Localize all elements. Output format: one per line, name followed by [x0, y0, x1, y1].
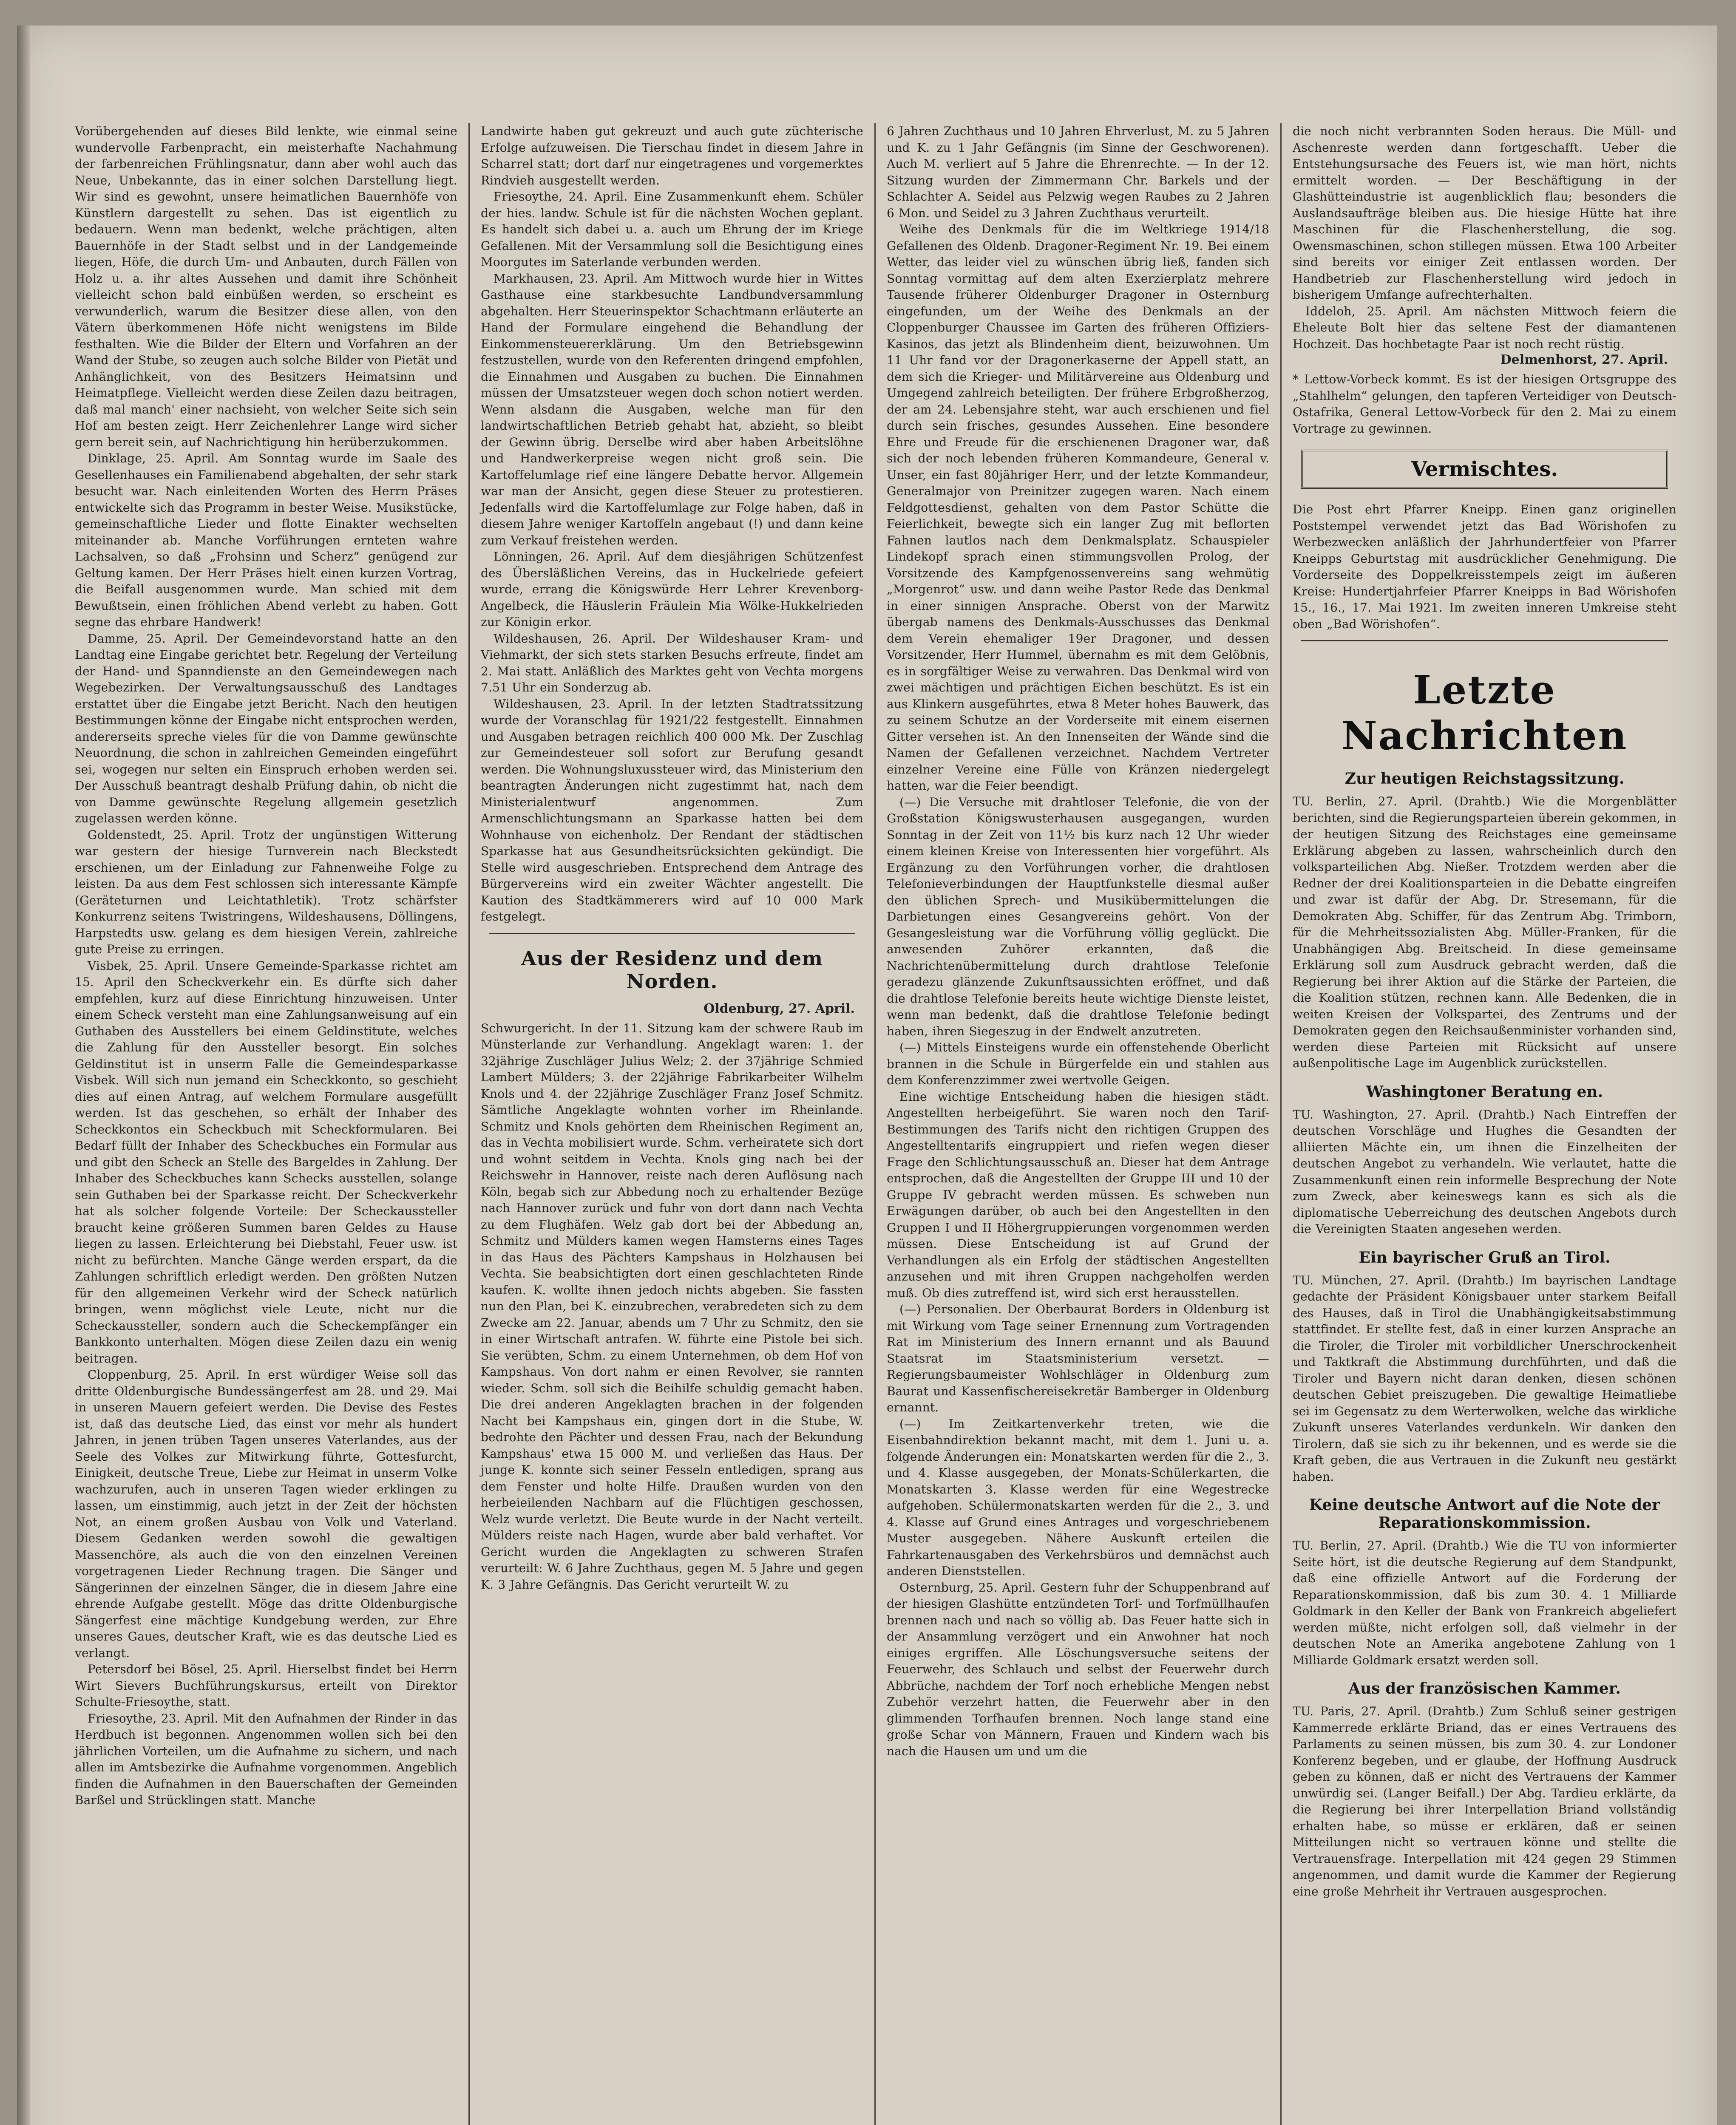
article-paragraph: die noch nicht verbrannten Soden heraus. Die Müll- und Aschenreste werden dann fortgeschafft. Ueber die Entstehungsursache des Feuers ist, wie man hört, nichts ermittelt worden. — Der Beschäftigung in der Glashütteindustrie ist augenblicklich flau; besonders die Auslandsaufträge bleiben aus. Die hiesige Hütte hat ihre Maschinen für die Flaschenherstellung, die sog. Owensmaschinen, schon stillegen müssen. Etwa 100 Arbeiter sind bereits vor einiger Zeit entlassen worden. Der Handbetrieb zur Flaschenherstellung wird jedoch in bisherigem Umfange aufrechterhalten. [1293, 124, 1676, 302]
column-2 [470, 123, 876, 2125]
dateline: Oldenburg, 27. April. [703, 1001, 855, 1016]
article-paragraph: Lönningen, 26. April. Auf dem diesjährigen Schützenfest des Übersläßlichen Vereins, das in Huckelriede gefeiert wurde, errang die Königswürde Herr Lehrer Krevenborg-Angelbeck, die Häuslerin Fräulein Mia Wölke-Hukkelrieden zur Königin erkor. [481, 550, 863, 629]
article-paragraph: * Lettow-Vorbeck kommt. Es ist der hiesigen Ortsgruppe des „Stahlhelm“ gelungen, den tapferen Verteidiger von Deutsch-Ostafrika, General Lettow-Vorbeck für den 2. Mai zu einem Vortrage zu gewinnen. [1293, 372, 1676, 436]
article-paragraph: TU. Paris, 27. April. (Drahtb.) Zum Schluß seiner gestrigen Kammerrede erklärte Briand, das er eines Vertrauens des Parlaments zu seinen müssen, bis zum 30. 4. zur Londoner Konferenz begeben, und er glaube, der Hoffnung Ausdruck geben zu können, daß er nicht des Vertrauens der Kammer unwürdig sei. (Langer Beifall.) Der Abg. Tardieu erklärte, da die Regierung bei ihrer Interpellation Briand vollständig erhalten habe, so müsse er erklären, daß er seinen Mitteilungen nicht so vertrauen könne und stellte die Vertrauensfrage. Interpellation mit 424 gegen 29 Stimmen angenommen, und damit wurde die Kammer der Regierung eine große Mehrheit ihr Vertrauen ausgesprochen. [1293, 1704, 1676, 1898]
article-paragraph: TU. Washington, 27. April. (Drahtb.) Nach Eintreffen der deutschen Vorschläge und Hughes die Gesandten der alliierten Mächte ein, um ihnen die Einzelheiten der deutschen Angebot zu verhandeln. Wie verlautet, hatte die Zusammenkunft einen rein informelle Besprechung der Note zum Zweck, aber keineswegs kann es sich als die diplomatische Ueberreichung des deutschen Angebots durch die Vereinigten Staaten angesehen werden. [1293, 1107, 1676, 1236]
section-heading-block [481, 947, 863, 993]
column-3 [876, 123, 1282, 2125]
article-paragraph: (—) Im Zeitkartenverkehr treten, wie die Eisenbahndirektion bekannt macht, mit dem 1. Juni u. a. folgende Änderungen ein: Monatskarten werden für die 2., 3. und 4. Klasse ausgegeben, der Monats-Schülerkarten, die Monatskarten 3. Klasse werden für eine Wegestrecke aufgehoben. Schülermonatskarten werden für die 2., 3. und 4. Klasse auf Grund eines Antrages und vorgeschriebenem Muster ausgegeben. Nähere Auskunft erteilen die Fahrkartenausgaben des Verkehrsbüros und demnächst auch anderen Dienststellen. [887, 1417, 1269, 1578]
article-paragraph: Visbek, 25. April. Unsere Gemeinde-Sparkasse richtet am 15. April den Scheckverkehr ein. Es dürfte sich daher empfehlen, kurz auf diese Einrichtung hinzuweisen. Unter einem Scheck versteht man eine Zahlungsanweisung auf ein Guthaben des Ausstellers bei einem Geldinstitute, welches die Zahlung für den Aussteller besorgt. Ein solches Geldinstitut ist in unserm Falle die Gemeindesparkasse Visbek. Will sich nun jemand ein Scheckkonto, so geschieht dies auf einen Antrag, auf welchem Formulare ausgefüllt werden. Ist das geschehen, so erhält der Inhaber des Scheckkontos ein Scheckbuch mit Scheckformularen. Bei Bedarf füllt der Inhaber des Scheckbuches ein Formular aus und gibt den Scheck an Stelle des Bargeldes in Zahlung. Der Inhaber des Scheckbuches kann Schecks ausstellen, solange sein Guthaben bei der Sparkasse reicht. Der Scheckverkehr hat als solcher folgende Vorteile: Der Scheckaussteller braucht keine größeren Summen baren Geldes zu Hause liegen zu lassen. Erleichterung bei Diebstahl, Feuer usw. ist nicht zu befürchten. Manche Gänge werden erspart, da die Zahlungen schriftlich erledigt werden. Den größten Nutzen für den allgemeinen Verkehr wird der Scheck natürlich bringen, wenn möglichst viele Leute, nicht nur die Scheckaussteller, sondern auch die Scheckempfänger ein Bankkonto unterhalten. Mögen diese Zeilen dazu ein wenig beitragen. [75, 958, 457, 1366]
article-paragraph: (—) Die Versuche mit drahtloser Telefonie, die von der Großstation Königswusterhausen ausgegangen, wurden Sonntag in der Zeit von 11½ bis kurz nach 12 Uhr wieder einem kleinen Kreise von Interessenten hier vorgeführt. Als Ergänzung zu den Vorführungen vorher, die drahtlosen Telefonieverbindungen der Hauptfunkstelle diesmal außer den üblichen Sprech- und Musikübermittelungen die Darbietungen eines Gesangvereins gehört. Von der Gesangesleistung war die Vorführung völlig geglückt. Die anwesenden Zuhörer erkannten, daß die Nachrichtenübermittelung durch drahtlose Telefonie geradezu glänzende Zukunftsaussichten eröffnet, und daß die drahtlose Telefonie bereits heute wichtige Dienste leistet, wenn man bedenkt, daß die drahtlose Telefonie bedingt haben, ihren Siegeszug in der Endwelt anzutreten. [887, 795, 1269, 1038]
section-title: Aus der Residenz und dem Norden. [521, 946, 823, 993]
article-paragraph: Osternburg, 25. April. Gestern fuhr der Schuppenbrand auf der hiesigen Glashütte entzündeten Torf- und Torfmüllhaufen brennen nach und nach so völlig ab. Das Feuer hatte sich in der Ansammlung verzögert und ein Anwohner hat noch einiges ergriffen. Alle Löschungsversuche seitens der Feuerwehr, des Schlauch und selbst der Feuerwehr durch Abbrüche, nachdem der Torf noch erhebliche Mengen nebst Zubehör verzehrt hatten, die Feuerwehr aber in den glimmenden Torfhaufen brennen. Noch lange stand eine große Schar von Männern, Frauen und Kindern wach bis nach die Hausen um und um die [887, 1580, 1269, 1758]
article-paragraph: Petersdorf bei Bösel, 25. April. Hierselbst findet bei Herrn Wirt Sievers Buchführungskursus, erteilt von Direktor Schulte-Friesoythe, statt. [75, 1662, 457, 1709]
article-paragraph: Schwurgericht. In der 11. Sitzung kam der schwere Raub im Münsterlande zur Verhandlung. Angeklagt waren: 1. der 32jährige Zuschläger Julius Welz; 2. der 37jährige Schmied Lambert Mülders; 3. der 22jährige Fabrikarbeiter Wilhelm Knols und 4. der 22jährige Zuschläger Franz Josef Schmitz. Sämtliche Angeklagte wohnten vorher im Rheinlande. Schmitz und Knols gehörten dem Rheinischen Regiment an, das in Vechta mobilisiert wurde. Schm. verheiratete sich dort und wohnt seitdem in Vechta. Knols ging nach bei der Reichswehr in Hannover, reiste nach deren Auflösung nach Köln, begab sich zur Abbedung noch zu erhaltender Bezüge nach Hannover zurück und fuhr von dort dann nach Vechta zu dem Flughäfen. Welz gab dort bei der Abbedung an, Schmitz und Mülders kamen wegen Hamsterns eines Tages in das Haus des Pächters Kampshaus in Holzhausen bei Vechta. Sie beabsichtigten dort einen geschlachteten Rinde kaufen. K. wollte ihnen jedoch nichts abgeben. Sie fassten nun den Plan, bei K. einzubrechen, verabredeten sich zu dem Zwecke am 22. Januar, abends um 7 Uhr zu Schmitz, den sie in einer Wirtschaft antrafen. W. führte eine Pistole bei sich. Sie verübten, Schm. zu einem Unternehmen, ob dem Hof von Kampshaus. Von dort nahm er einen Revolver, sie rannten wieder. Schm. soll sich die Beihilfe schuldig gemacht haben. Die drei anderen Angeklagten brachen in der folgenden Nacht bei Kampshaus ein, gingen dort in die Stube, W. bedrohte den Pächter und dessen Frau, nach der Bekundung Kampshaus' etwa 15 000 M. und verließen das Haus. Der junge K. konnte sich seiner Fesseln entledigen, sprang aus dem Fenster und holte Hilfe. Draußen wurden von den herbeieilenden Nachbarn auf die Flüchtigen geschossen, Welz wurde verletzt. Die Beute wurde in der Nacht verteilt. Mülders reiste nach Hagen, wurde aber bald verhaftet. Vor Gericht wurden die Angeklagten zu schweren Strafen verurteilt: W. 6 Jahre Zuchthaus, gegen M. 5 Jahre und gegen K. 3 Jahre Gefängnis. Das Gericht verurteilt W. zu [481, 1021, 863, 1592]
article-paragraph: Vorübergehenden auf dieses Bild lenkte, wie einmal seine wundervolle Farbenpracht, ein meisterhafte Nachahmung der farbenreichen Frühlingsnatur, dann aber wohl auch das Neue, Unbekannte, das in einer solchen Darstellung liegt. Wir sind es gewohnt, unsere heimatlichen Bauernhöfe von Künstlern dargestellt zu sehen. Das ist eigentlich zu bedauern. Wenn man bedenkt, welche prächtigen, alten Bauernhöfe in der Stadt selbst und in der Landgemeinde liegen, Höfe, die durch Um- und Anbauten, durch Fällen von Holz u. a. ihr altes Aussehen und damit ihre Schönheit vielleicht schon bald einbüßen werden, so erscheint es verwunderlich, warum die Besitzer diese allen, von den Vätern überkommenen Höfe nicht wenigstens im Bilde festhalten. Wie die Bilder der Eltern und Vorfahren an der Wand der Stube, so zeugen auch solche Bilder von Pietät und Anhänglichkeit, von des Besitzers Heimatsinn und Heimatpflege. Vielleicht werden diese Zeilen dazu beitragen, daß mal manch' einer nachsieht, von welcher Seite sich sein Hof am besten zeigt. Herr Zeichenlehrer Lange wird sicher gern bereit sein, auf Nachrichtigung hin herüberzukommen. [75, 124, 457, 449]
column-4 [1282, 123, 1688, 2125]
article-paragraph: TU. Berlin, 27. April. (Drahtb.) Wie die Morgenblätter berichten, sind die Regierungsparteien überein gekommen, in der heutigen Sitzung des Reichstages eine gemeinsame Erklärung abgeben zu lassen, wahrscheinlich durch den volksparteilichen Abg. Nießer. Trotzdem werden aber die Redner der drei Koalitionsparteien in die Debatte eingreifen und zwar ist dafür der Abg. Dr. Stresemann, für die Demokraten Abg. Schiffer, für das Zentrum Abg. Trimborn, für die Mehrheitssozialisten Abg. Müller-Franken, für die Unabhängigen Abg. Breitscheid. In diese gemeinsame Erklärung soll zum Ausdruck gebracht werden, daß die Regierung bei ihrer Aktion auf die Stärke der Parteien, die die Koalition stützen, rechnen kann. Alle Bedenken, die in weiten Kreisen der Volkspartei, des Zentrums und der Demokraten gegen den Reichsaußenminister vorhanden sind, werden diese Parteien mit Rücksicht auf unsere außenpolitische Lage im Augenblick zurückstellen. [1293, 794, 1676, 1070]
article-paragraph: Wildeshausen, 23. April. In der letzten Stadtratssitzung wurde der Voranschlag für 1921/22 festgestellt. Einnahmen und Ausgaben betragen reichlich 400 000 Mk. Der Zuschlag zur Gemeindesteuer soll sofort zur Berufung gesandt werden. Die Wohnungsluxussteuer wird, das Ministerium den beantragten Änderungen nicht zugestimmt hat, nach dem Ministerialentwurf angenommen. Zum Armenschlichtungsmann an Sparkasse hatten bei dem Wohnhause von eichenholz. Der Rendant der städtischen Sparkasse hat aus Gesundheitsrücksichten gekündigt. Die Stelle wird ausgeschrieben. Entsprechend dem Antrage des Bürgervereins wird ein zweiter Wächter angestellt. Die Kaution des Stadtkämmerers wird auf 10 000 Mark festgelegt. [481, 697, 863, 924]
article-paragraph: Cloppenburg, 25. April. In erst würdiger Weise soll das dritte Oldenburgische Bundessängerfest am 28. und 29. Mai in unseren Mauern gefeiert werden. Die Devise des Festes ist, daß das deutsche Lied, das einst vor mehr als hundert Jahren, in jenen trüben Tagen unseres Vaterlandes, aus der Seele des Volkes zur Mitwirkung führte, Gottesfurcht, Einigkeit, deutsche Treue, Liebe zur Heimat in unserm Volke wachzurufen, auch in unseren Tagen wieder erklingen zu lassen, um einstimmig, auch jetzt in der Zeit der höchsten Not, an einem großen Ausbau von Volk und Vaterland. Diesem Gedanken werden sowohl die gewaltigen Massenchöre, als auch die von den einzelnen Vereinen vorgetragenen Lieder Rechnung tragen. Die Sänger und Sängerinnen der einzelnen Sänger, die in diesem Jahre eine ehrende Aufgabe gestellt. Möge das dritte Oldenburgische Sängerfest eine mächtige Kundgebung werden, zur Ehre unseres Gaues, deutscher Kraft, wie es das deutsche Lied es verlangt. [75, 1368, 457, 1660]
article-paragraph: Friesoythe, 23. April. Mit den Aufnahmen der Rinder in das Herdbuch ist begonnen. Angenommen wollen sich bei den jährlichen Vorteilen, um die Aufnahme zu sichern, und nach allen im Amtsbezirke die Aufnahme vorgenommen. Angeblich finden die Aufnahmen in den Bauerschaften der Gemeinden Barßel und Strücklingen statt. Manche [75, 1711, 457, 1807]
article-paragraph: Die Post ehrt Pfarrer Kneipp. Einen ganz originellen Poststempel verwendet jetzt das Bad Wörishofen zu Werbezwecken anläßlich der Jahrhundertfeier von Pfarrer Kneipps Geburtstag mit ausdrücklicher Genehmigung. Die Vorderseite des Doppelkreisstempels zeigt im äußeren Kreise: Hundertjahrfeier Pfarrer Kneipps in Bad Wörishofen 15., 16., 17. Mai 1921. Im zweiten inneren Umkreise steht oben „Bad Wörishofen“. [1293, 502, 1676, 631]
news-subheading: Zur heutigen Reichstagssitzung. [1345, 770, 1625, 788]
text-columns [64, 123, 1692, 2125]
letzte-nachrichten-heading: Letzte Nachrichten [1341, 667, 1628, 759]
section-divider [1301, 640, 1668, 641]
news-subheading: Washingtoner Beratung en. [1366, 1082, 1603, 1101]
article-paragraph: Goldenstedt, 25. April. Trotz der ungünstigen Witterung war gestern der hiesige Turnverein nach Bleckstedt erschienen, um der Einladung zur Fahnenweihe Folge zu leisten. Da aus dem Fest schlossen sich interessante Kämpfe (Geräteturnen und Leichtathletik). Trotz schärfster Konkurrenz seitens Twistringens, Wildeshausens, Döllingens, Harpstedts usw. gelang es dem hiesigen Verein, zahlreiche gute Preise zu erringen. [75, 827, 457, 956]
vermischtes-heading: Vermischtes. [1301, 450, 1668, 489]
article-paragraph: Eine wichtige Entscheidung haben die hiesigen städt. Angestellten herbeigeführt. Sie waren noch den Tarif-Bestimmungen des Tarifs nicht den richtigen Gruppen des Angestelltentarifs eingruppiert und riefen wegen dieser Frage den Schlichtungsausschuß an. Dieser hat dem Antrage entsprochen, daß die Angestellten der Gruppe III und 10 der Gruppe IV gebracht werden müssen. Es schweben nun Erwägungen darüber, ob auch bei den Angestellten in den Gruppen I und II Höhergruppierungen vorgenommen werden müssen. Diese Entscheidung ist auf Grund der Verhandlungen als ein Erfolg der städtischen Angestellten anzusehen und mit ihren Gruppen nachgeholfen werden muß. Ob dies zutreffend ist, wird sich erst herausstellen. [887, 1089, 1269, 1300]
article-paragraph: Friesoythe, 24. April. Eine Zusammenkunft ehem. Schüler der hies. landw. Schule ist für die nächsten Wochen geplant. Es handelt sich dabei u. a. auch um Ehrung der im Kriege Gefallenen. Mit der Versammlung soll die Besichtigung eines Moorgutes im Saterlande verbunden werden. [481, 190, 863, 269]
article-paragraph: 6 Jahren Zuchthaus und 10 Jahren Ehrverlust, M. zu 5 Jahren und K. zu 1 Jahr Gefängnis (im Sinne der Geschworenen). Auch M. verliert auf 5 Jahre die Ehrenrechte. — In der 12. Sitzung wurden der Zimmermann Chr. Barkels und der Schlachter A. Seidel aus Pelzwig wegen Raubes zu 2 Jahren 6 Mon. und Seidel zu 3 Jahren Zuchthaus verurteilt. [887, 124, 1269, 220]
news-subheading: Ein bayrischer Gruß an Tirol. [1359, 1248, 1611, 1266]
article-paragraph: Iddeloh, 25. April. Am nächsten Mittwoch feiern die Eheleute Bolt hier das seltene Fest der diamantenen Hochzeit. Das hochbetagte Paar ist noch recht rüstig. [1293, 304, 1676, 351]
article-paragraph: Landwirte haben gut gekreuzt und auch gute züchterische Erfolge aufzuweisen. Die Tierschau findet in diesem Jahre in Scharrel statt; dort darf nur eingetragenes und vorgemerktes Rindvieh ausgestellt werden. [481, 124, 863, 187]
newspaper-page [17, 26, 1717, 2125]
article-paragraph: (—) Personalien. Der Oberbaurat Borders in Oldenburg ist mit Wirkung vom Tage seiner Ernennung zum Vortragenden Rat im Ministerium des Innern ernannt und als Bauund Staatsrat im Staatsministerium versetzt. — Regierungsbaumeister Wohlschläger in Oldenburg zum Baurat und Kassenfischereisekretär Bamberger in Oldenburg ernannt. [887, 1302, 1269, 1414]
article-paragraph: Markhausen, 23. April. Am Mittwoch wurde hier in Wittes Gasthause eine starkbesuchte Landbundversammlung abgehalten. Herr Steuerinspektor Schachtmann erläuterte an Hand der Formulare eingehend die Behandlung der Einkommensteuererklärung. Um den Betriebsgewinn festzustellen, wurde von den Referenten dringend empfohlen, die Einnahmen und Ausgaben zu buchen. Die Einnahmen müssen der Umsatzsteuer wegen doch schon notiert werden. Wenn alsdann die Ausgaben, welche man für den landwirtschaftlichen Betrieb gehabt hat, abzieht, so bleibt der Gewinn übrig. Derselbe wird aber haben Arbeitslöhne und Handwerkerpreise wegen nicht groß sein. Die Kartoffelumlage rief eine längere Debatte hervor. Allgemein war man der Ansicht, gegen diese Steuer zu protestieren. Jedenfalls wird die Kartoffelumlage zur Folge haben, daß in diesem Jahre weniger Kartoffeln angebaut (!) und dann keine zum Verkauf freistehen werden. [481, 271, 863, 547]
dateline: Delmenhorst, 27. April. [1500, 352, 1668, 367]
article-paragraph: Damme, 25. April. Der Gemeindevorstand hatte an den Landtag eine Eingabe gerichtet betr. Regelung der Verteilung der Hand- und Spanndienste an den Gemeindewegen nach Wegebezirken. Der Verwaltungsausschuß des Landtages erstattet über die Eingabe jetzt Bericht. Nach den heutigen Bestimmungen könne der Eingabe nicht entsprochen werden, andererseits spreche vieles für die von Damme gewünschte Neuordnung, die schon in zahlreichen Gemeinden eingeführt sei, wogegen nur selten ein Einspruch erhoben werden sei. Der Ausschuß beantragt deshalb Prüfung dahin, ob nicht die von Damme gewünschte Regelung allgemein gesetzlich zugelassen werden könne. [75, 631, 457, 825]
article-paragraph: Dinklage, 25. April. Am Sonntag wurde im Saale des Gesellenhauses ein Familienabend abgehalten, der sehr stark besucht war. Nach einleitenden Worten des Herrn Präses entwickelte sich das Programm in bester Weise. Musikstücke, gemeinschaftliche Lieder und flotte Einakter wechselten miteinander ab. Manche Vorführungen ernteten wahre Lachsalven, so daß „Frohsinn und Scherz“ genügend zur Geltung kamen. Der Herr Präses hielt einen kurzen Vortrag, die Beifall ausgenommen wurde. Man schied mit dem Bewußtsein, einen fröhlichen Abend verlebt zu haben. Gott segne das ehrbare Handwerk! [75, 451, 457, 629]
news-subheading: Keine deutsche Antwort auf die Note der Reparationskommission. [1309, 1496, 1660, 1532]
news-subheading: Aus der französischen Kammer. [1348, 1680, 1621, 1697]
page-binding-edge [17, 26, 30, 2125]
article-paragraph: TU. Berlin, 27. April. (Drahtb.) Wie die TU von informierter Seite hört, ist die deutsche Regierung auf dem Standpunkt, daß eine offizielle Antwort auf die Forderung der Reparationskommission, daß bis zum 30. 4. 1 Milliarde Goldmark in den Keller der Bank von Frankreich abgeliefert werden müßte, nicht erfolgen soll, daß vielmehr in der deutschen Note an Amerika angebotene Zahlung von 1 Milliarde Goldmark ersatzt werden soll. [1293, 1538, 1676, 1667]
column-1 [64, 123, 470, 2125]
article-paragraph: Wildeshausen, 26. April. Der Wildeshauser Kram- und Viehmarkt, der sich stets starken Besuchs erfreute, findet am 2. Mai statt. Anläßlich des Marktes geht von Vechta morgens 7.51 Uhr ein Sonderzug ab. [481, 631, 863, 694]
article-paragraph: TU. München, 27. April. (Drahtb.) Im bayrischen Landtage gedachte der Präsident Königsbauer unter starkem Beifall des Hauses, daß in Tirol die Unabhängigkeitsabstimmung stattfindet. Er stellte fest, daß in einer kurzen Ansprache an die Tiroler, die Tiroler mit vorbildlicher Unerschrockenheit und Taktkraft die Abstimmung durchführten, und daß die Tiroler und Bayern nicht daran denken, diesen schönen deutschen Gebiet preiszugeben. Die gewaltige Heimatliebe sei im Gegensatz zu dem Werterwolken, welche das wirkliche Zukunft unseres Vaterlandes verdunkeln. Wir danken den Tirolern, daß sie sich zu ihr bekennen, und es werde sie die Kraft geben, die aus Vertrauen in die Zukunft neu gestärkt haben. [1293, 1273, 1676, 1484]
article-paragraph: (—) Mittels Einsteigens wurde ein offenstehende Oberlicht brannen in die Schule in Bürgerfelde ein und stahlen aus dem Konferenzzimmer zwei wertvolle Geigen. [887, 1040, 1269, 1087]
section-divider [489, 933, 855, 934]
article-paragraph: Weihe des Denkmals für die im Weltkriege 1914/18 Gefallenen des Oldenb. Dragoner-Regiment Nr. 19. Bei einem Wetter, das leider viel zu wünschen übrig ließ, fanden sich Sonntag vormittag auf dem alten Exerzierplatz mehrere Tausende früherer Oldenburger Dragoner in Osternburg eingefunden, um der Weihe des Denkmals an der Cloppenburger Chaussee im Garten des früheren Offiziers-Kasinos, das jetzt als Blindenheim dient, beizuwohnen. Um 11 Uhr fand vor der Dragonerkaserne der Appell statt, an dem sich die Krieger- und Militärvereine aus Oldenburg und Umgegend zahlreich beteiligten. Der frühere Erbgroßherzog, der am 24. Lebensjahre steht, war auch erschienen und fiel durch sein frisches, gesundes Aussehen. Eine besondere Ehre und Freude für die erschienenen Dragoner war, daß sich der noch lebenden früheren Kommandeure, General v. Unser, ein fast 80jähriger Herr, und der letzte Kommandeur, Generalmajor von Preinitzer zugegen waren. Nach einem Feldgottesdienst, gehalten von dem Pastor Schütte die Feierlichkeit, bewegte sich ein langer Zug mit beflorten Fahnen lautlos nach dem Denkmalsplatz. Schauspieler Lindekopf sprach einen stimmungsvollen Prolog, der Vorsitzende des Kampfgenossenvereins sang wehmütig „Morgenrot“ usw. und dann weihe Pastor Rede das Denkmal in einer sinnigen Ansprache. Oberst von der Marwitz übergab namens des Denkmals-Ausschusses das Denkmal dem Verein ehemaliger 19er Dragoner, und dessen Vorsitzender, Herr Hummel, übernahm es mit dem Gelöbnis, es in sorgfältiger Weise zu verwahren. Das Denkmal wird von zwei mächtigen und prächtigen Eichen beschützt. Es ist ein aus Klinkern ausgeführtes, etwa 8 Meter hohes Bauwerk, das zu seinem Schutze an der Vorderseite mit einem eisernen Gitter versehen ist. An den Innenseiten der Wände sind die Namen der Gefallenen verzeichnet. Nachdem Vertreter einzelner Vereine eine Fülle von Kränzen niedergelegt hatten, war die Feier beendigt. [887, 222, 1269, 793]
